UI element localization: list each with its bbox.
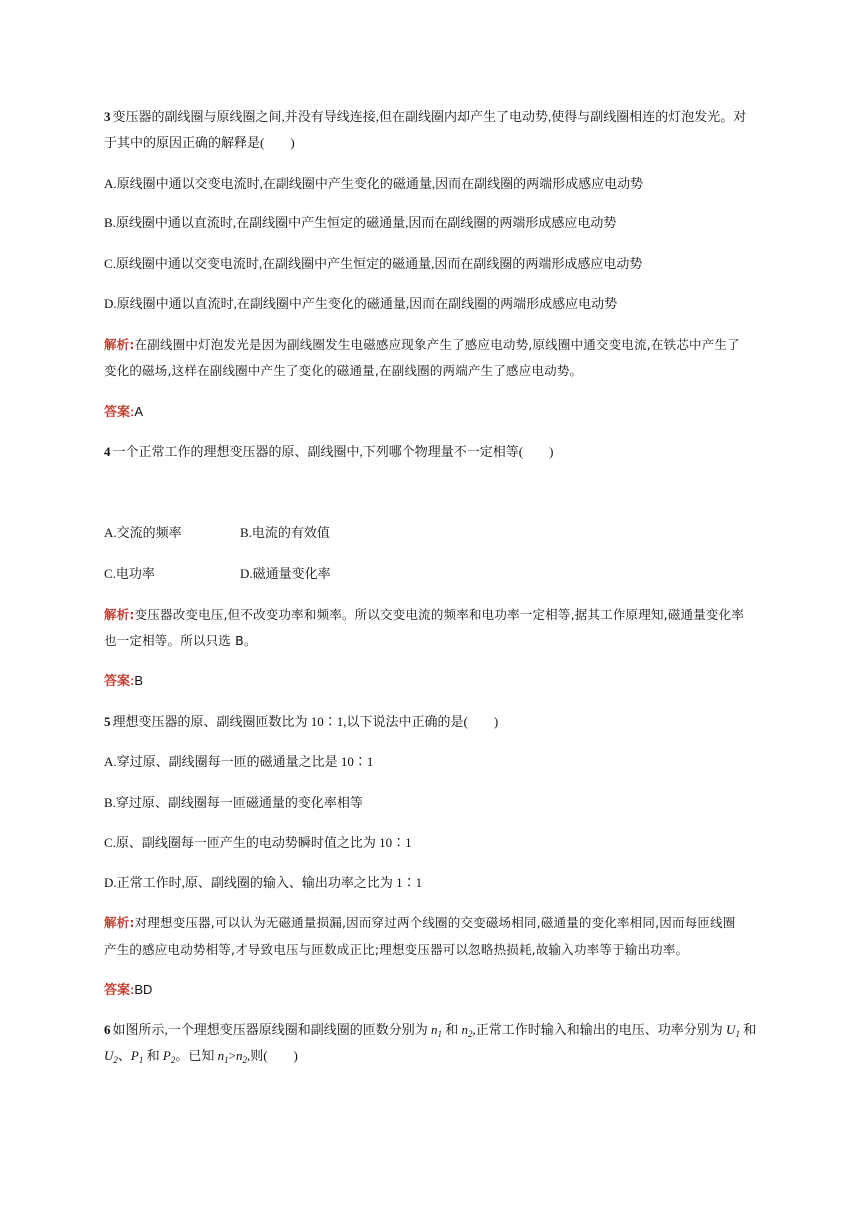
q3-analysis-label: 解析: xyxy=(104,337,135,352)
n2-symbol-2: $n_2$ xyxy=(235,1048,247,1065)
q4-answer: 答案:B xyxy=(104,673,144,688)
p2-symbol: $P_2$ xyxy=(162,1048,176,1065)
n2-symbol: $n_2$ xyxy=(461,1022,473,1039)
q6-number: 6 xyxy=(104,1022,111,1037)
q4-analysis-label: 解析: xyxy=(104,607,135,622)
q5-analysis-line-1: 解析:对理想变压器,可以认为无磁通量损漏,因而穿过两个线圈的交变磁场相同,磁通量的变化率相同,因而每匝线圈 xyxy=(104,915,736,930)
p1-symbol: $P_1$ xyxy=(130,1048,144,1065)
q4-options-row-1 xyxy=(104,524,504,542)
q3-option-b: B.原线圈中通以直流时,在副线圈中产生恒定的磁通量,因而在副线圈的两端形成感应电动势 xyxy=(104,215,617,230)
q4-stem: 4 一个正常工作的理想变压器的原、副线圈中,下列哪个物理量不一定相等( ) xyxy=(104,444,554,459)
q5-analysis-line-2: 产生的感应电动势相等,才导致电压与匝数成正比;理想变压器可以忽略热损耗,故输入功率等于输出功率。 xyxy=(104,942,689,957)
q3-analysis-line-2: 变化的磁场,这样在副线圈中产生了变化的磁通量,在副线圈的两端产生了感应电动势。 xyxy=(104,363,583,378)
q3-stem-line-1: 3 变压器的副线圈与原线圈之间,并没有导线连接,但在副线圈内却产生了电动势,使得与副线圈相连的灯泡发光。对 xyxy=(104,109,747,124)
q3-number: 3 xyxy=(104,109,111,124)
q3-stem-line-2: 于其中的原因正确的解释是( ) xyxy=(104,135,295,150)
q4-analysis-line-2: 也一定相等。所以只选 B。 xyxy=(104,633,257,648)
q3-option-c: C.原线圈中通以交变电流时,在副线圈中产生恒定的磁通量,因而在副线圈的两端形成感应电动势 xyxy=(104,256,643,271)
q6-stem-line-1: 6 如图所示,一个理想变压器原线圈和副线圈的匝数分别为 $n_1$ 和 $n_2$,正常工作时输入和输出的电压、功率分别为 $U_1$ 和 xyxy=(104,1022,757,1039)
n1-symbol-2: $n_1$ xyxy=(217,1048,229,1065)
q5-option-c: C.原、副线圈每一匝产生的电动势瞬时值之比为 10∶1 xyxy=(104,835,412,850)
q4-option-b: B.电流的有效值 xyxy=(240,525,330,540)
q4-option-c: C.电功率 xyxy=(104,566,155,581)
q5-stem: 5 理想变压器的原、副线圈匝数比为 10∶1,以下说法中正确的是( ) xyxy=(104,714,499,729)
q5-analysis-label: 解析: xyxy=(104,915,135,930)
q5-number: 5 xyxy=(104,714,111,729)
u1-symbol: $U_1$ xyxy=(726,1022,740,1039)
q4-option-d: D.磁通量变化率 xyxy=(240,566,331,581)
q4-answer-label: 答案: xyxy=(104,673,135,688)
q4-option-a: A.交流的频率 xyxy=(104,525,182,540)
u2-symbol: $U_2$ xyxy=(104,1048,118,1065)
q3-option-d: D.原线圈中通以直流时,在副线圈中产生变化的磁通量,因而在副线圈的两端形成感应电动势 xyxy=(104,296,618,311)
q3-answer: 答案:A xyxy=(104,404,144,419)
q3-option-a: A.原线圈中通以交变电流时,在副线圈中产生变化的磁通量,因而在副线圈的两端形成感应电动势 xyxy=(104,176,644,191)
n1-symbol: $n_1$ xyxy=(431,1022,443,1039)
q5-option-d: D.正常工作时,原、副线圈的输入、输出功率之比为 1∶1 xyxy=(104,875,423,890)
q4-options-row-2 xyxy=(104,565,504,583)
q4-number: 4 xyxy=(104,444,111,459)
q5-option-b: B.穿过原、副线圈每一匝磁通量的变化率相等 xyxy=(104,795,363,810)
q5-answer: 答案:BD xyxy=(104,982,153,997)
q3-answer-label: 答案: xyxy=(104,404,135,419)
q4-analysis-line-1: 解析:变压器改变电压,但不改变功率和频率。所以交变电流的频率和电功率一定相等,据其工作原理知,磁通量变化率 xyxy=(104,607,745,622)
q3-analysis-line-1: 解析:在副线圈中灯泡发光是因为副线圈发生电磁感应现象产生了感应电动势,原线圈中通交变电流,在铁芯中产生了 xyxy=(104,337,740,352)
q5-option-a: A.穿过原、副线圈每一匝的磁通量之比是 10∶1 xyxy=(104,754,374,769)
q5-answer-label: 答案: xyxy=(104,982,135,997)
q6-stem-line-2: $U_2$、$P_1$ 和 $P_2$。已知 $n_1>n_2$,则( ) xyxy=(104,1048,298,1065)
